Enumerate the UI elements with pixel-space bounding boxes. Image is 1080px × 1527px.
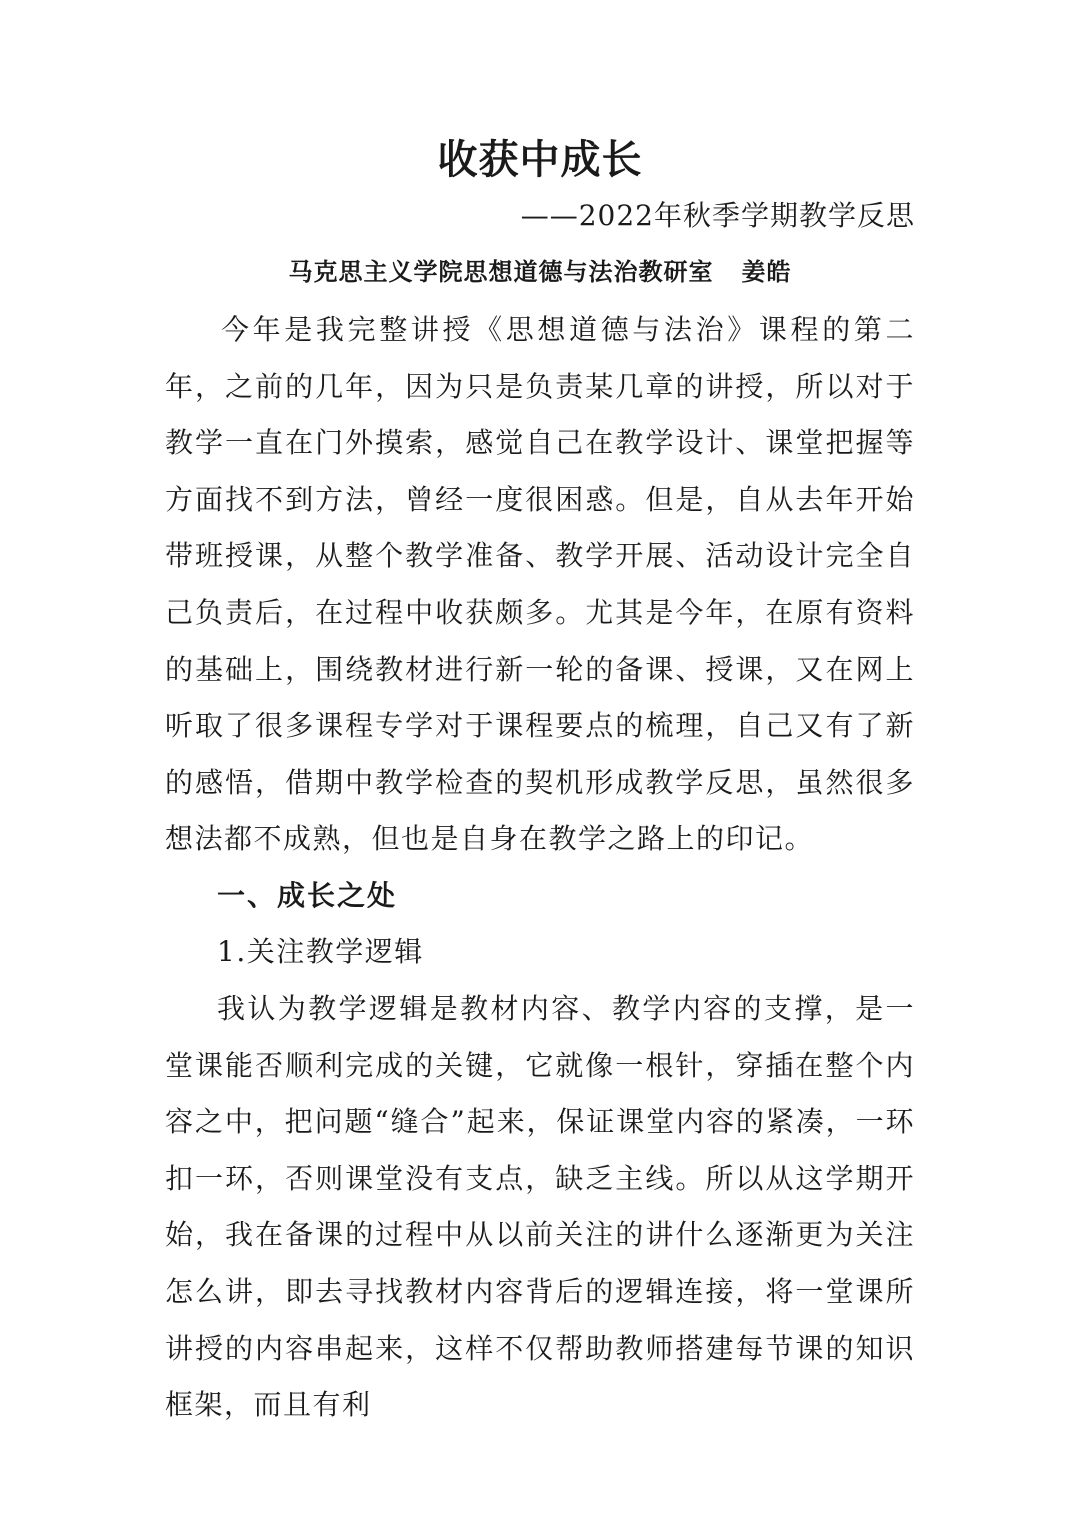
- intro-paragraph: 今年是我完整讲授《思想道德与法治》课程的第二年，之前的几年，因为只是负责某几章的讲授，所以对于教学一直在门外摸索，感觉自己在教学设计、课堂把握等方面找不到方法，曾经一度很困惑。但是，自从去年开始带班授课，从整个教学准备、教学开展、活动设计完全自己负责后，在过程中收获颇多。尤其是今年，在原有资料的基础上，围绕教材进行新一轮的备课、授课，又在网上听取了很多课程专学对于课程要点的梳理，自己又有了新的感悟，借期中教学检查的契机形成教学反思，虽然很多想法都不成熟，但也是自身在教学之路上的印记。: [165, 313, 915, 856]
- sub-heading: 1.关注教学逻辑: [217, 935, 424, 968]
- document-subtitle: ——2022年秋季学期教学反思: [520, 199, 915, 232]
- section-paragraph: 我认为教学逻辑是教材内容、教学内容的支撑，是一堂课能否顺利完成的关键，它就像一根针，穿插在整个内容之中，把问题“缝合”起来，保证课堂内容的紧凑，一环扣一环，否则课堂没有支点，缺乏主线。所以从这学期开始，我在备课的过程中从以前关注的讲什么逐渐更为关注怎么讲，即去寻找教材内容背后的逻辑连接，将一堂课所讲授的内容串起来，这样不仅帮助教师搭建每节课的知识框架，而且有利: [165, 992, 915, 1422]
- section-heading: 一、成长之处: [217, 879, 398, 912]
- author-line: 马克思主义学院思想道德与法治教研室 姜皓: [288, 257, 792, 286]
- document-title: 收获中成长: [437, 137, 643, 183]
